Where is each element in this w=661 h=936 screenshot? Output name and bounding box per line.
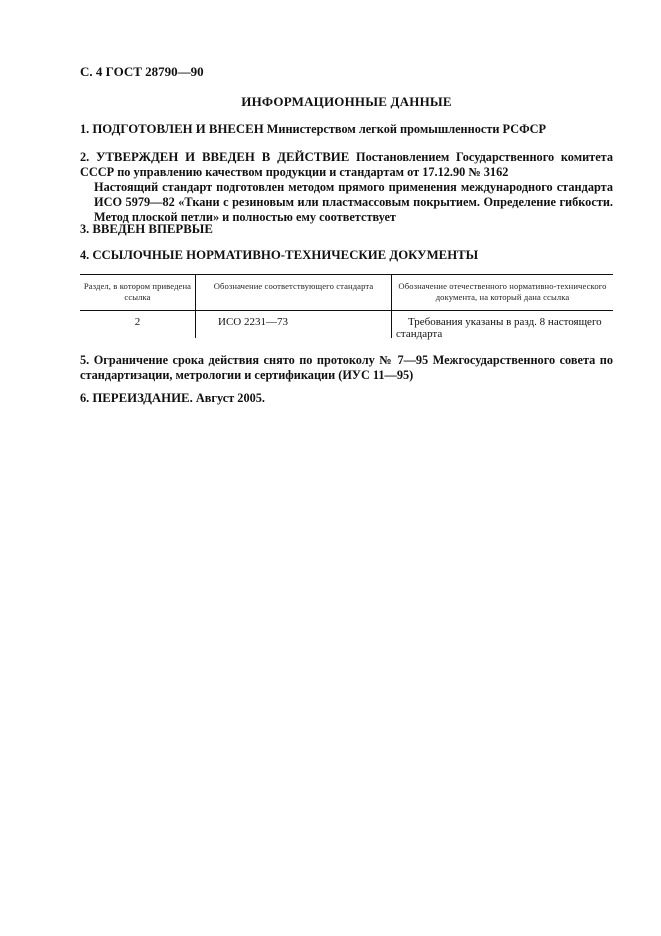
item-number: 4.: [80, 248, 90, 262]
table-cell-section: 2: [134, 316, 141, 328]
section-title: ИНФОРМАЦИОННЫЕ ДАННЫЕ: [241, 94, 452, 109]
running-head: С. 4 ГОСТ 28790—90: [80, 64, 204, 79]
table-header-section: Раздел, в котором приведена ссылка: [83, 281, 192, 302]
item-lead: ВВЕДЕН ВПЕРВЫЕ: [92, 222, 213, 236]
item-number: 6.: [80, 391, 90, 405]
table-top-rule: [80, 274, 613, 275]
item-lead: ССЫЛОЧНЫЕ НОРМАТИВНО-ТЕХНИЧЕСКИЕ ДОКУМЕНТЫ: [92, 248, 479, 262]
info-item-4: [80, 248, 613, 263]
table-header-standard: Обозначение соответствующего стандарта: [213, 281, 374, 291]
table-cell-standard: ИСО 2231—73: [218, 316, 288, 328]
info-item-5: [80, 353, 613, 383]
item-paragraph-2: Настоящий стандарт подготовлен методом прямого применения международного стандарта ИСО 5979—82 «Ткани с резиновым или пластмассовым покрытием. Определение гибкости. Метод плоской петли» и полностью ему соответствует: [94, 180, 613, 224]
item-number: 1.: [80, 122, 90, 136]
item-text: Постановлением Государственного комитета СССР по управлению качеством продукции и стандартам от 17.12.90 № 3162: [80, 150, 614, 179]
table-header-national-document: Обозначение отечественного нормативно-технического документа, на который дана ссылка: [398, 281, 607, 302]
item-number: 5.: [80, 353, 90, 367]
item-number: 2.: [80, 150, 90, 164]
item-lead: ПОДГОТОВЛЕН И ВНЕСЕН: [92, 122, 264, 136]
table-cell-national-document: Требования указаны в разд. 8 настоящего стандарта: [396, 316, 602, 340]
info-item-3: [80, 222, 613, 237]
item-text: Министерством легкой промышленности РСФСР: [266, 122, 547, 136]
table-header-rule: [80, 310, 613, 311]
reference-documents-table: [80, 274, 613, 338]
item-text: Ограничение срока действия снято по протоколу № 7—95 Межгосударственного совета по стандартизации, метрологии и сертификации (ИУС 11—95): [80, 353, 614, 382]
item-paragraph-1: [80, 150, 613, 180]
info-item-6: [80, 391, 613, 406]
info-item-1: [80, 122, 613, 137]
item-number: 3.: [80, 222, 90, 236]
item-text: Август 2005.: [195, 391, 265, 405]
info-item-2: [80, 150, 613, 225]
item-lead: ПЕРЕИЗДАНИЕ.: [92, 391, 193, 405]
item-lead: УТВЕРЖДЕН И ВВЕДЕН В ДЕЙСТВИЕ: [95, 150, 350, 164]
